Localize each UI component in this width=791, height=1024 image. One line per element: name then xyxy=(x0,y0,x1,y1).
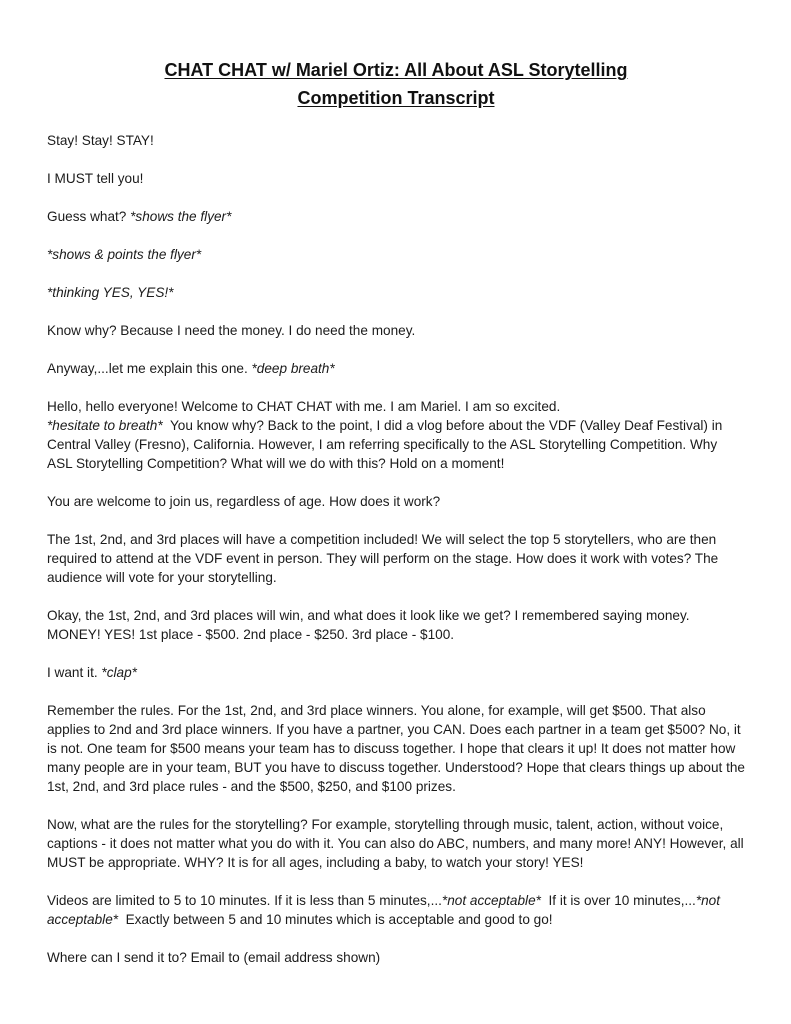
transcript-paragraph xyxy=(47,321,745,340)
text-run: Anyway,...let me explain this one. xyxy=(47,361,252,376)
action-cue-text: *clap* xyxy=(101,665,137,680)
text-run: You are welcome to join us, regardless of age. How does it work? xyxy=(47,494,441,509)
transcript-paragraph xyxy=(47,530,745,587)
text-run: I MUST tell you! xyxy=(47,171,144,186)
transcript-paragraph xyxy=(47,207,745,226)
text-run: Hello, hello everyone! Welcome to CHAT CHAT with me. I am Mariel. I am so excited. xyxy=(47,399,561,414)
transcript-paragraph xyxy=(47,359,745,378)
transcript-paragraph xyxy=(47,701,749,796)
text-run: Okay, the 1st, 2nd, and 3rd places will win, and what does it look like we get? I remembered saying money. MONEY! YES! 1st place - $500. 2nd place - $250. 3rd place - $100. xyxy=(47,608,694,642)
transcript-paragraph xyxy=(47,891,745,929)
text-run: I want it. xyxy=(47,665,102,680)
transcript-paragraph xyxy=(47,283,745,302)
text-run: Stay! Stay! STAY! xyxy=(47,133,154,148)
action-cue-text: *shows the flyer* xyxy=(130,209,232,224)
action-cue-text: *not acceptable* xyxy=(47,893,724,927)
text-run: Exactly between 5 and 10 minutes which is acceptable and good to go! xyxy=(118,912,553,927)
transcript-paragraph xyxy=(47,815,748,872)
text-run: The 1st, 2nd, and 3rd places will have a competition included! We will select the top 5 storytellers, who are then required to attend at the VDF event in person. They will perform on the stage. How does it work with votes? The audience will vote for your storytelling. xyxy=(47,532,723,585)
transcript-paragraph xyxy=(47,492,745,511)
transcript-body xyxy=(47,131,749,967)
text-run: Know why? Because I need the money. I do need the money. xyxy=(47,323,416,338)
transcript-paragraph xyxy=(47,131,745,150)
transcript-paragraph xyxy=(47,663,745,682)
transcript-paragraph xyxy=(47,169,745,188)
text-run: Now, what are the rules for the storytelling? For example, storytelling through music, talent, action, without voice, captions - it does not matter what you do with it. You can also do ABC, numbers, and many more! ANY! However, all MUST be appropriate. WHY? It is for all ages, including a baby, to watch your story! YES! xyxy=(47,817,748,870)
transcript-paragraph xyxy=(47,245,745,264)
title-line-1: CHAT CHAT w/ Mariel Ortiz: All About ASL Storytelling xyxy=(164,60,628,80)
text-run: Guess what? xyxy=(47,209,131,224)
text-run: Videos are limited to 5 to 10 minutes. If it is less than 5 minutes,... xyxy=(47,893,442,908)
text-run: You know why? Back to the point, I did a vlog before about the VDF (Valley Deaf Festival) in Central Valley (Fresno), California. However, I am referring specifically to the ASL Storytelling Competition. Why ASL Storytelling Competition? What will we do with this? Hold on a moment! xyxy=(47,418,727,471)
transcript-paragraph xyxy=(47,948,745,967)
text-run: Where can I send it to? Email to (email address shown) xyxy=(47,950,381,965)
action-cue-text: *not acceptable* xyxy=(441,893,541,908)
transcript-paragraph xyxy=(47,606,745,644)
action-cue-text: *shows & points the flyer* xyxy=(47,247,202,262)
text-run: If it is over 10 minutes,... xyxy=(540,893,696,908)
action-cue-text: *thinking YES, YES!* xyxy=(47,285,174,300)
title-line-2: Competition Transcript xyxy=(297,88,495,108)
action-cue-text: *deep breath* xyxy=(251,361,335,376)
document-title xyxy=(47,56,745,112)
transcript-paragraph xyxy=(47,397,745,473)
text-run: Remember the rules. For the 1st, 2nd, and 3rd place winners. You alone, for example, will get $500. That also applies to 2nd and 3rd place winners. If you have a partner, you CAN. Does each partner in a team get $500? No, it is not. One team for $500 means your team has to discuss together. I hope that clears it up! It does not matter how many people are in your team, BUT you have to discuss together. Understood? Hope that clears things up about the 1st, 2nd, and 3rd place rules - and the $500, $250, and $100 prizes. xyxy=(47,703,749,794)
action-cue-text: *hesitate to breath* xyxy=(47,418,163,433)
